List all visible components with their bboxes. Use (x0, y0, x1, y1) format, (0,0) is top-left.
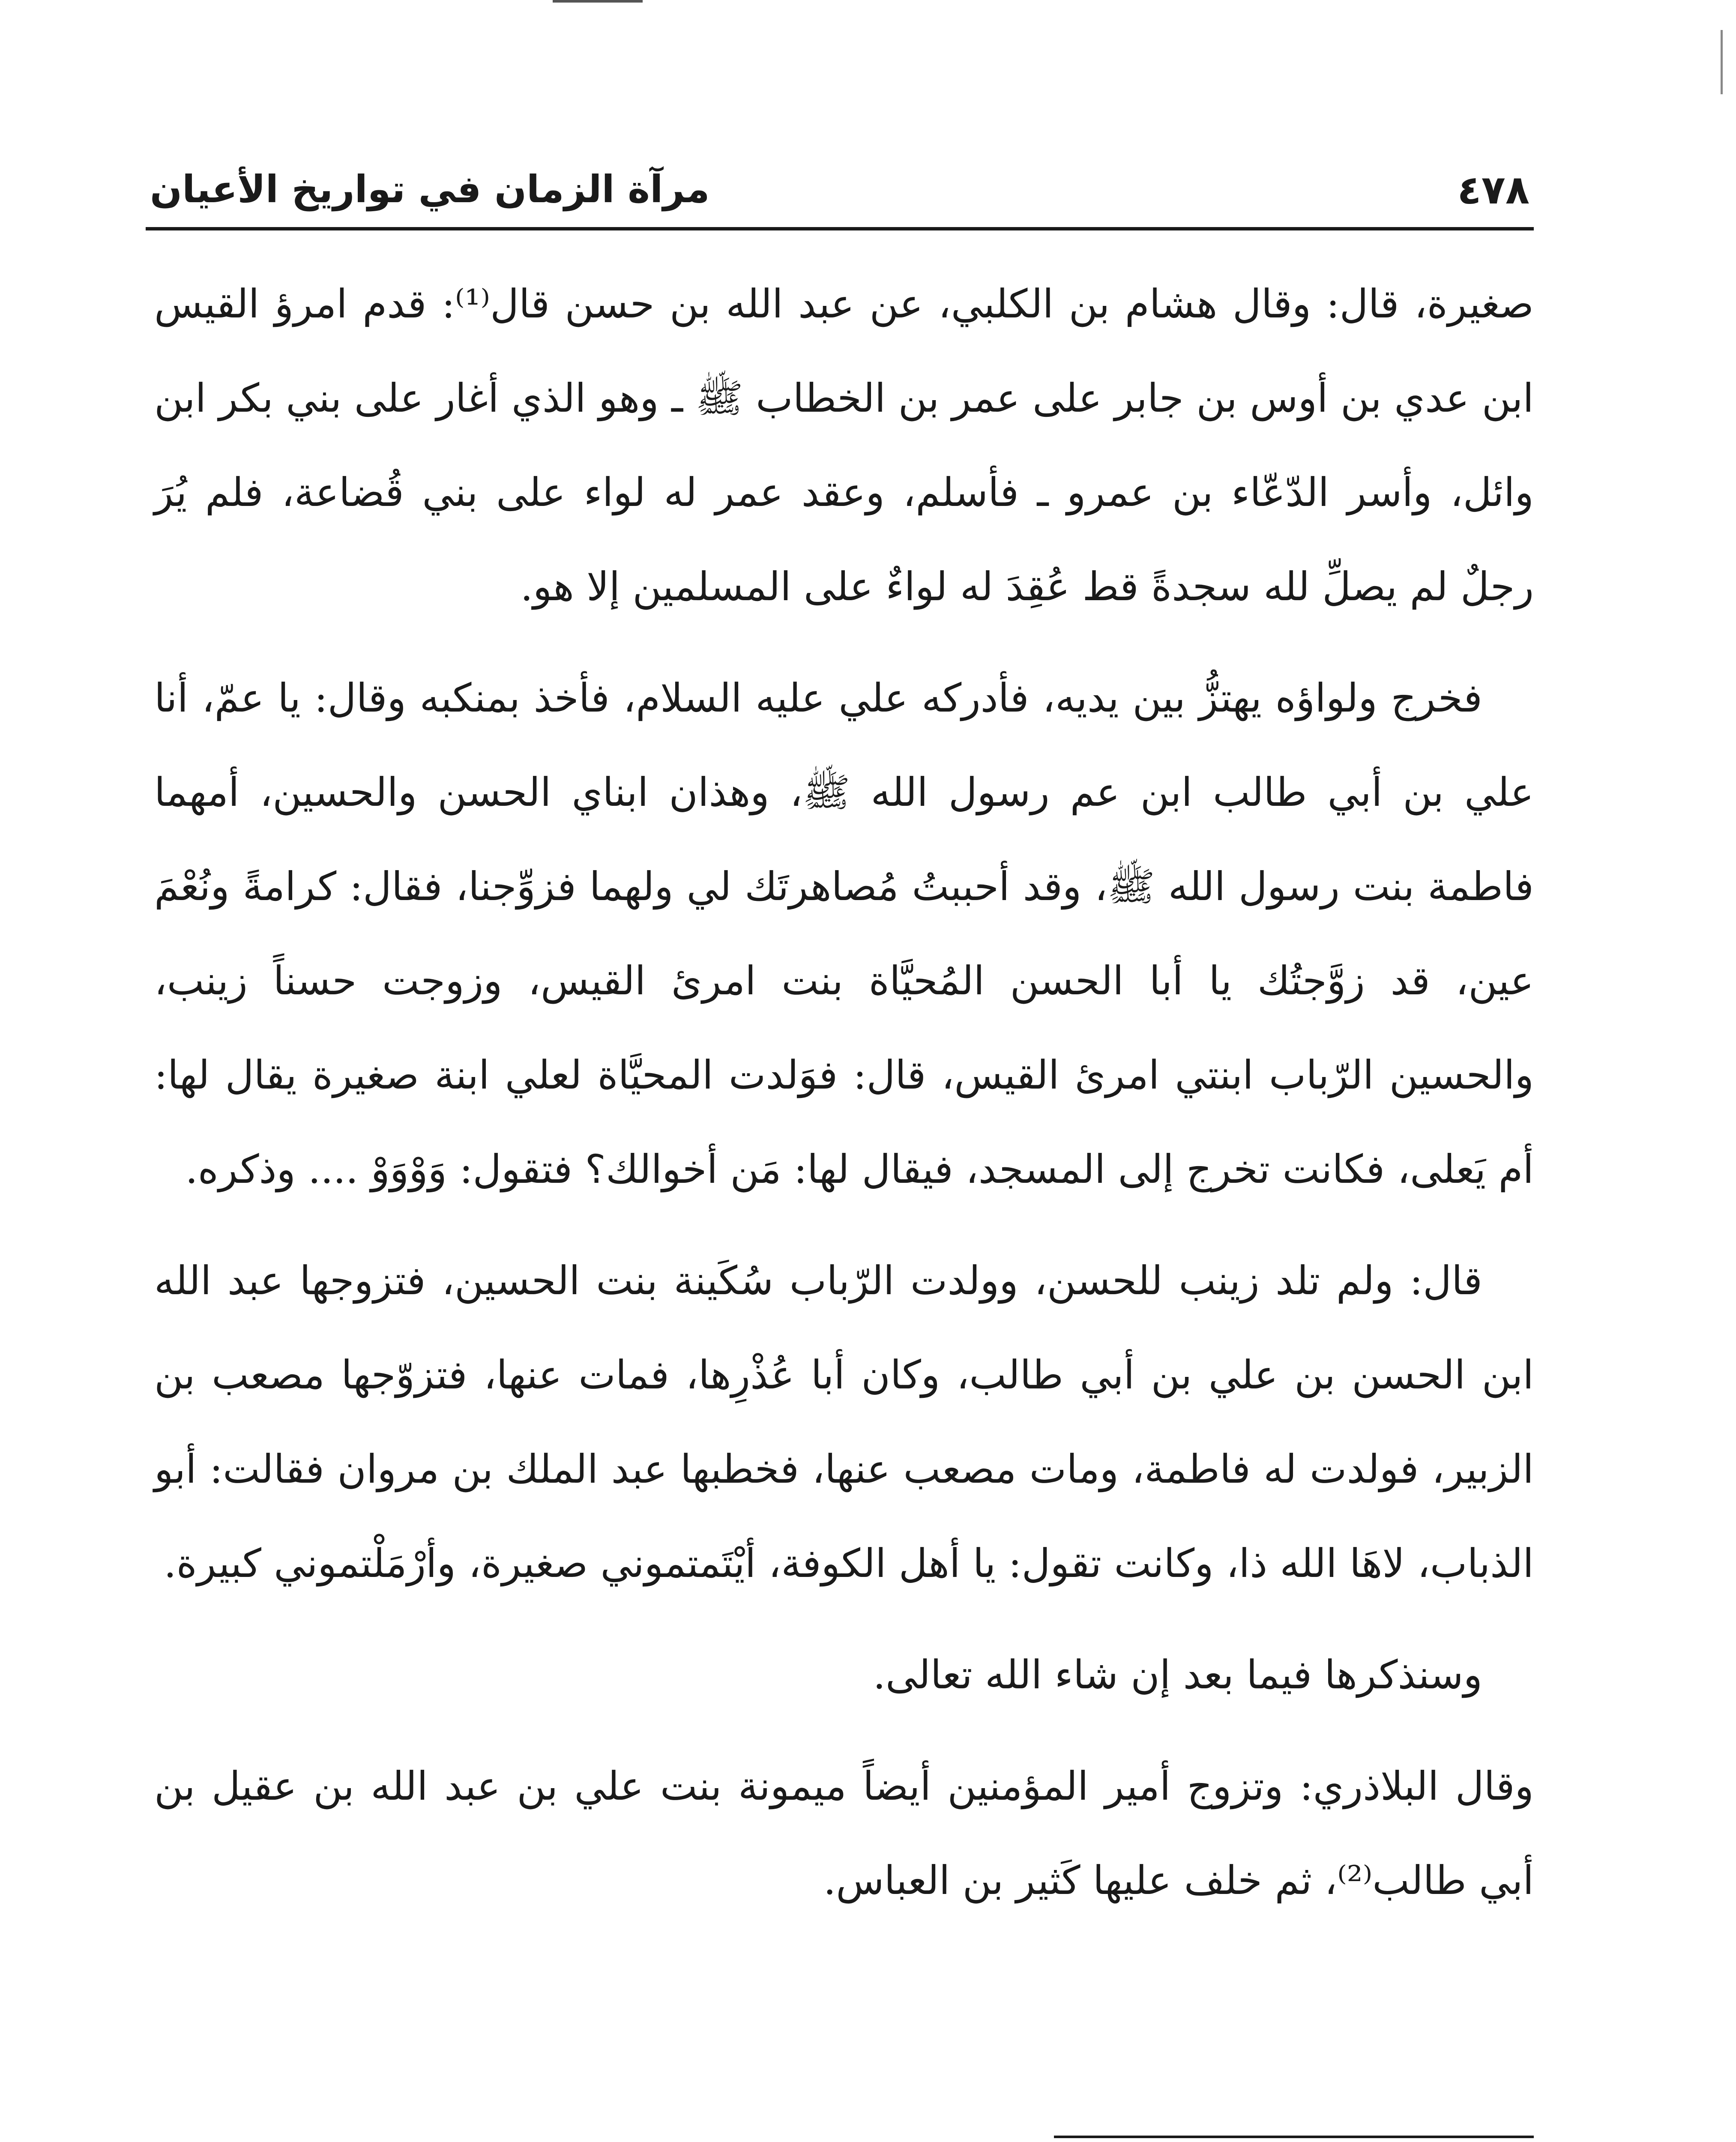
paragraph: قال: ولم تلد زينب للحسن، وولدت الرّباب سُكَينة بنت الحسين، فتزوجها عبد الله ابن الحسن بن علي بن أبي طالب، وكان أبا عُذْرِها، فمات عنها، فتزوّجها مصعب بن الزبير، فولدت له فاطمة، ومات مصعب عنها، فخطبها عبد الملك بن مروان فقالت: أبو الذباب، لاهَا الله ذا، وكانت تقول: يا أهل الكوفة، أيْتَمتموني صغيرة، وأرْمَلْتموني كبيرة. (154, 1258, 1534, 1586)
paragraph: صغيرة، قال: وقال هشام بن الكلبي، عن عبد الله بن حسن قال⁽¹⁾: قدم امرؤ القيس ابن عدي بن أوس بن جابر على عمر بن الخطاب ﷺ ـ وهو الذي أغار على بني بكر ابن وائل، وأسر الدّعّاء بن عمرو ـ فأسلم، وعقد عمر له لواء على بني قُضاعة، فلم يُرَ رجلٌ لم يصلِّ لله سجدةً قط عُقِدَ له لواءٌ على المسلمين إلا هو. (154, 281, 1534, 610)
paragraph: وقال البلاذري: وتزوج أمير المؤمنين أيضاً ميمونة بنت علي بن عبد الله بن عقيل بن أبي طالب⁽²⁾، ثم خلف عليها كَثير بن العباس. (154, 1763, 1534, 1903)
running-title: مرآة الزمان في تواريخ الأعيان (150, 167, 710, 211)
page-number: ٤٧٨ (1457, 167, 1529, 213)
page-header (146, 163, 1534, 230)
paragraph: فخرج ولواؤه يهتزُّ بين يديه، فأدركه علي عليه السلام، فأخذ بمنكبه وقال: يا عمّ، أنا علي بن أبي طالب ابن عم رسول الله ﷺ، وهذان ابناي الحسن والحسين، أمهما فاطمة بنت رسول الله ﷺ، وقد أحببتُ مُصاهرتَك لي ولهما فزوِّجنا، فقال: كرامةً ونُعْمَ عين، قد زوَّجتُك يا أبا الحسن المُحيَّاة بنت امرئ القيس، وزوجت حسناً زينب، والحسين الرّباب ابنتي امرئ القيس، قال: فوَلدت المحيَّاة لعلي ابنة صغيرة يقال لها: أم يَعلى، فكانت تخرج إلى المسجد، فيقال لها: مَن أخوالك؟ فتقول: وَوْوَوْ .... وذكره. (154, 675, 1534, 1192)
main-text (154, 257, 1534, 1945)
scan-edge-mark (1721, 30, 1723, 94)
paragraph: وسنذكرها فيما بعد إن شاء الله تعالى. (873, 1652, 1482, 1698)
scan-edge-mark (553, 0, 643, 3)
footnote-separator (1054, 2136, 1534, 2138)
